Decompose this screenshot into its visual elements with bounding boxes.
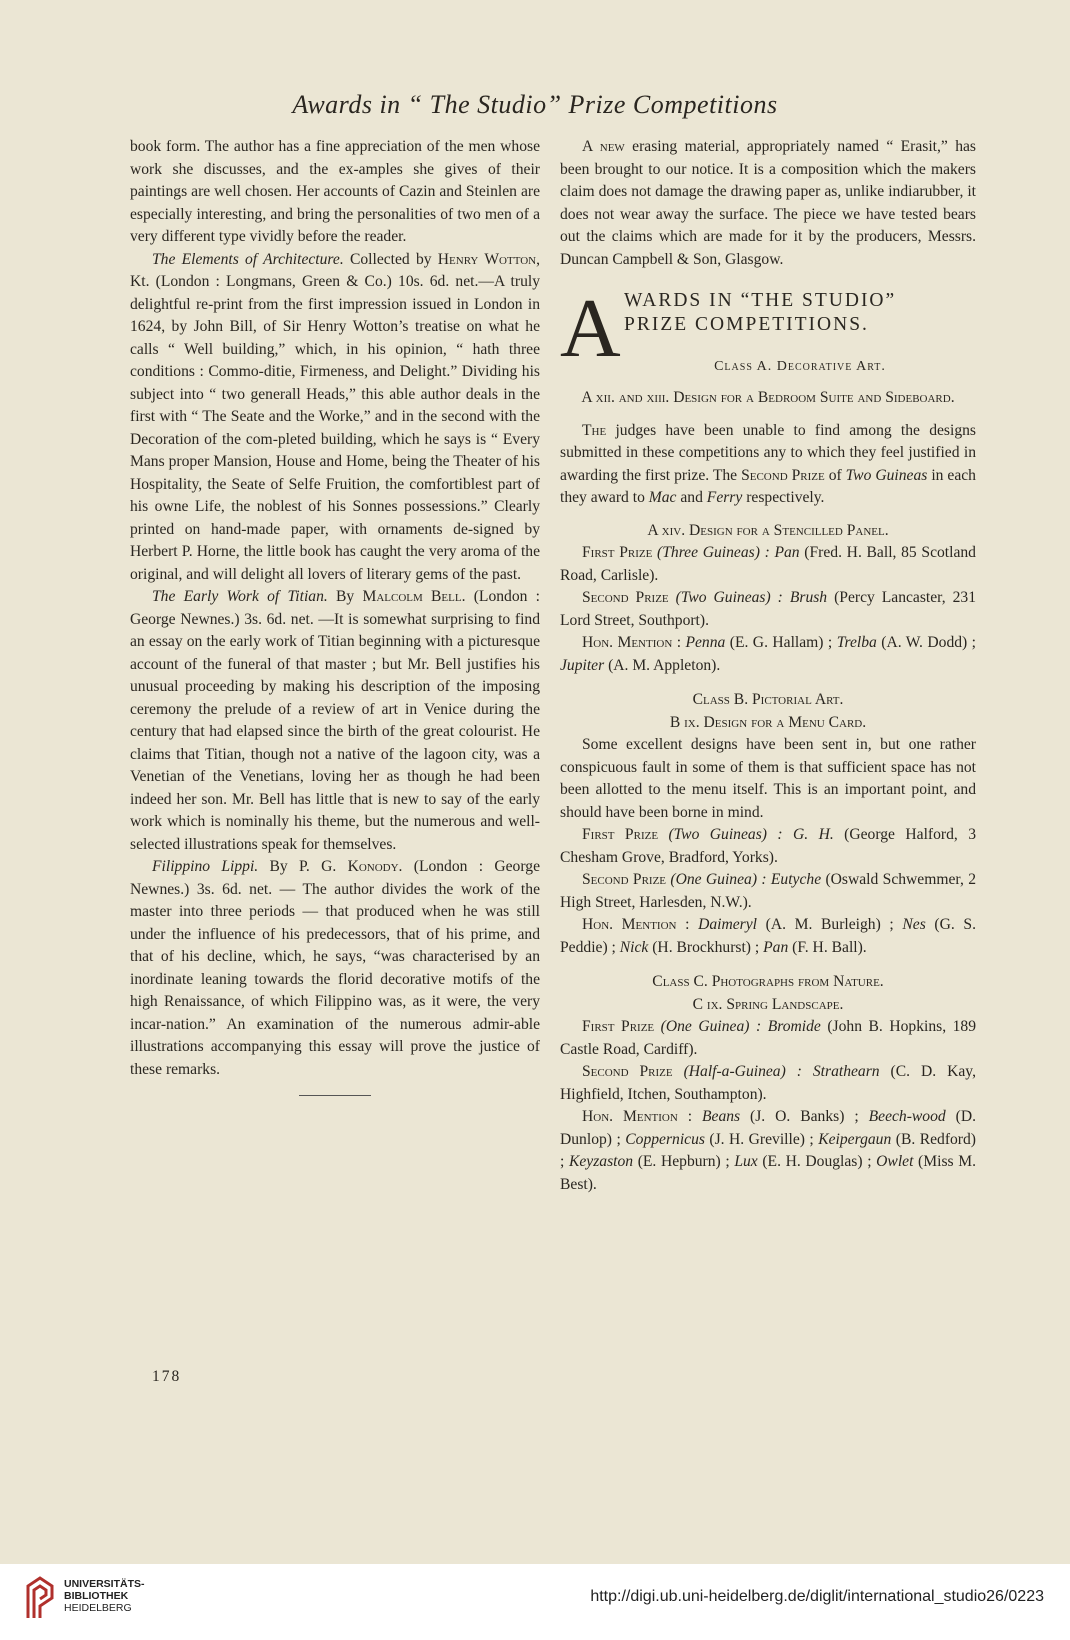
winner-detail: (Miss M. Best). [560, 1153, 976, 1193]
library-footer [0, 1564, 1070, 1640]
c-ix-first-prize [560, 1016, 976, 1061]
review-text: By [327, 588, 363, 605]
left-column [130, 136, 540, 1096]
pseudonym: Lux [734, 1153, 758, 1170]
winner-detail: (George Halford, 3 Chesham Grove, Bradford, Yorks). [560, 826, 976, 866]
pseudonym: Ferry [706, 489, 743, 506]
winner-detail: (Fred. H. Ball, 85 Scotland Road, Carlisle). [560, 544, 976, 584]
pseudonym: Daimeryl [698, 916, 757, 933]
a-xiv-second-prize [560, 587, 976, 632]
winner-detail: (G. S. Peddie) ; [560, 916, 976, 956]
b-ix-second-prize [560, 869, 976, 914]
body-text: in each they award to [560, 466, 976, 506]
book-title: Filippino Lippi. [152, 858, 259, 875]
dropcap-letter: A [560, 282, 621, 375]
permalink-url[interactable]: http://digi.ub.uni-heidelberg.de/diglit/international_studio26/0223 [590, 1588, 1044, 1605]
pseudonym: Owlet [876, 1153, 914, 1170]
book-title: The Early Work of Titian. [152, 588, 328, 605]
prize-label: Hon. Mention : [582, 916, 690, 933]
library-name-line: BIBLIOTHEK [64, 1590, 129, 1602]
book-author: P. G. Konody. [298, 858, 403, 875]
prize-label: First Prize [582, 544, 653, 561]
library-name [64, 1578, 145, 1614]
pseudonym: Nes [902, 916, 926, 933]
book-title: The Elements of Architecture. [152, 250, 344, 268]
pseudonym: Pan [763, 938, 789, 956]
prize-label: First Prize [582, 826, 659, 843]
winner-detail: (A. M. Burleigh) ; [757, 916, 903, 933]
winner-detail: (D. Dunlop) ; [560, 1108, 976, 1148]
paragraph-book-form: book form. The author has a fine appreciation of the men whose work she discusses, and the ex-amples she gives of their paintings are well chosen. Her accounts of Cazin and Steinlen are especially interesting, and bring the personalities of two men of a very different type vividly before the reader. [130, 138, 540, 245]
competition-a-xiv-heading: A xiv. Design for a Stencilled Panel. [647, 521, 889, 539]
page-number: 178 [152, 1368, 182, 1385]
competition-c-ix-heading: C ix. Spring Landscape. [692, 995, 844, 1013]
pseudonym: Coppernicus [625, 1130, 705, 1148]
library-name-line: UNIVERSITÄTS- [64, 1578, 145, 1590]
competition-a-xii-heading: A xii. and xiii. Design for a Bedroom Suite and Sideboard. [581, 389, 955, 406]
heading-title [624, 289, 976, 379]
class-c-heading: Class C. Photographs from Nature. [652, 973, 884, 990]
pseudonym: Brush [789, 589, 828, 606]
lead-word: The [582, 421, 607, 439]
heading-line-1: WARDS IN “THE STUDIO” [624, 290, 897, 311]
pseudonym: Beech-wood [868, 1108, 946, 1125]
heading-line-2: PRIZE COMPETITIONS. [624, 314, 869, 335]
winner-detail: (E. H. Douglas) ; [757, 1153, 877, 1170]
prize-amount: Two Guineas [845, 466, 928, 484]
winner-detail: (B. Redford) ; [560, 1130, 976, 1170]
body-text: and [676, 489, 707, 506]
prize-label: Second Prize [741, 466, 825, 484]
b-ix-first-prize [560, 824, 976, 869]
review-text: (London : George Newnes.) 3s. 6d. net. —It is somewhat surprising to find an essay on the early work of Titian beginning with a picturesque account of the funeral of that master ; but Mr. Bell justifies his unusual proceeding by making his description of the imposing ceremony the prelude of a review of art in Venice during the century that had elapsed since the birth of the great colourist. He claims that Titian, though not a native of the lagoon city, was a Venetian of the Venetians, loving her as though he had been indeed her son. Mr. Bell has little that is new to say of the early work which is nominally his theme, but the numerous and well-selected illustrations speak for themselves. [130, 588, 541, 853]
review-elements-of-architecture [130, 249, 540, 587]
body-text: judges have been unable to find among the designs submitted in these competitions any to which they feel justified in awarding the first prize. The [560, 421, 976, 484]
pseudonym: Mac [648, 489, 677, 506]
winner-detail: (E. G. Hallam) ; [725, 634, 837, 651]
winner-detail: (A. W. Dodd) ; [876, 634, 976, 651]
review-early-work-of-titian [130, 586, 540, 856]
competition-b-ix-heading: B ix. Design for a Menu Card. [669, 713, 867, 731]
winner-detail: (A. M. Appleton). [604, 656, 721, 674]
b-ix-hon-mention [560, 914, 976, 959]
prize-label: First Prize [582, 1018, 655, 1035]
book-author: Henry Wotton, [437, 250, 541, 268]
review-filippino-lippi [130, 856, 540, 1081]
prize-amount: (Three Guineas) : [657, 544, 770, 561]
winner-detail: (John B. Hopkins, 189 Castle Road, Cardiff). [560, 1018, 977, 1058]
pseudonym: Nick [619, 938, 649, 956]
book-author: Malcolm Bell. [362, 588, 466, 605]
pseudonym: Penna [685, 634, 726, 651]
notice-text: erasing material, appropriately named “ Erasit,” has been brought to our notice. It is a composition which the makers claim does not damage the drawing paper as, unlike indiarubber, it does not wear away the surface. The piece we have tested bears out the claims which are made for it by the producers, Messrs. Duncan Campbell & Son, Glasgow. [560, 138, 976, 268]
awards-heading [560, 282, 976, 379]
b-ix-text: Some excellent designs have been sent in, but one rather conspicuous fault in some of them is that sufficient space has not been allotted to the menu itself. This is an important point, and should have been borne in mind. [560, 736, 976, 821]
pseudonym: Strathearn [812, 1063, 880, 1080]
winner-detail: (F. H. Ball). [788, 938, 867, 956]
winner-detail: (H. Brockhurst) ; [648, 938, 764, 956]
pseudonym: Keyzaston [568, 1153, 634, 1170]
competition-a-xii-text [560, 420, 976, 510]
prize-label: Hon. Mention : [582, 634, 682, 651]
pseudonym: G. H. [793, 826, 834, 843]
class-b-heading: Class B. Pictorial Art. [692, 691, 844, 708]
class-a-heading: Class A. Decorative Art. [714, 359, 886, 374]
erasit-notice [560, 136, 976, 271]
body-text: of [824, 466, 846, 484]
pseudonym: Pan [774, 544, 800, 561]
pseudonym: Trelba [836, 634, 877, 651]
running-head: Awards in “ The Studio” Prize Competitions [292, 90, 778, 119]
prize-label: Second Prize [582, 1063, 673, 1080]
pseudonym: Bromide [767, 1018, 821, 1035]
pseudonym: Beans [702, 1108, 741, 1125]
body-text: respectively. [742, 489, 825, 506]
prize-label: Hon. Mention : [582, 1108, 693, 1125]
lead-word: A new [582, 138, 625, 155]
prize-amount: (One Guinea) : [660, 1018, 762, 1035]
winner-detail: (Percy Lancaster, 231 Lord Street, Southport). [560, 589, 976, 629]
a-xiv-hon-mention [560, 632, 976, 677]
c-ix-second-prize [560, 1061, 976, 1106]
review-text: Kt. (London : Longmans, Green & Co.) 10s. 6d. net.—A truly delightful re-print from the first impression issued in London in 1624, by John Bill, of Sir Henry Wotton’s treatise on what he calls “ Well building,” which, in his opinion, “ hath three conditions : Commo-ditie, Firmeness, and Delight.” Dividing his subject into “ two generall Heads,” this able author deals in the first with “ The Seate and the Worke,” and in the second with the Decoration of the com-pleted building, which he says is “ Every Mans proper Mansion, House and Home, being the Theater of his Hospitality, the Seate of Selfe Fruition, the comfortiblest part of his owne Life, the noblest of his Sonnes possessions.” Clearly printed on hand-made paper, with ornaments de-signed by Herbert P. Horne, the little book has caught the very aroma of the original, and will delight all lovers of literary gems of the past. [130, 273, 540, 583]
prize-amount: (Two Guineas) : [668, 826, 783, 843]
right-column [560, 136, 976, 1196]
winner-detail: (E. Hepburn) ; [633, 1153, 735, 1170]
prize-label: Second Prize [582, 589, 669, 606]
winner-detail: (C. D. Kay, Highfield, Itchen, Southampton). [560, 1063, 976, 1103]
review-text: By [258, 858, 299, 875]
review-text: (London : George Newnes.) 3s. 6d. net. — The author divides the work of the master into three periods — that produced when he was still under the influence of his predecessors, that of his prime, and that of his decline, which, he says, “was characterised by an inordinate leaning towards the florid decorative motifs of the high Renaissance, of which Filippino was, as it were, the very incar-nation.” An examination of the numerous admir-able illustrations accompanying this essay will prove the justice of these remarks. [130, 858, 540, 1078]
pseudonym: Eutyche [770, 871, 822, 888]
prize-amount: (Two Guineas) : [675, 589, 783, 606]
library-name-line: HEIDELBERG [64, 1602, 132, 1614]
winner-detail: (J. H. Greville) ; [704, 1130, 819, 1148]
end-rule [299, 1095, 371, 1096]
prize-amount: (One Guinea) : [670, 871, 767, 888]
winner-detail: (Oswald Schwemmer, 2 High Street, Harlesden, N.W.). [560, 871, 977, 911]
review-text: Collected by [343, 250, 438, 268]
c-ix-hon-mention [560, 1106, 976, 1196]
pseudonym: Keipergaun [818, 1130, 892, 1148]
a-xiv-first-prize [560, 542, 976, 587]
library-logo-icon [22, 1574, 56, 1624]
prize-amount: (Half-a-Guinea) : [683, 1063, 802, 1080]
winner-detail: (J. O. Banks) ; [740, 1108, 869, 1125]
prize-label: Second Prize [582, 871, 667, 888]
pseudonym: Jupiter [560, 656, 605, 674]
